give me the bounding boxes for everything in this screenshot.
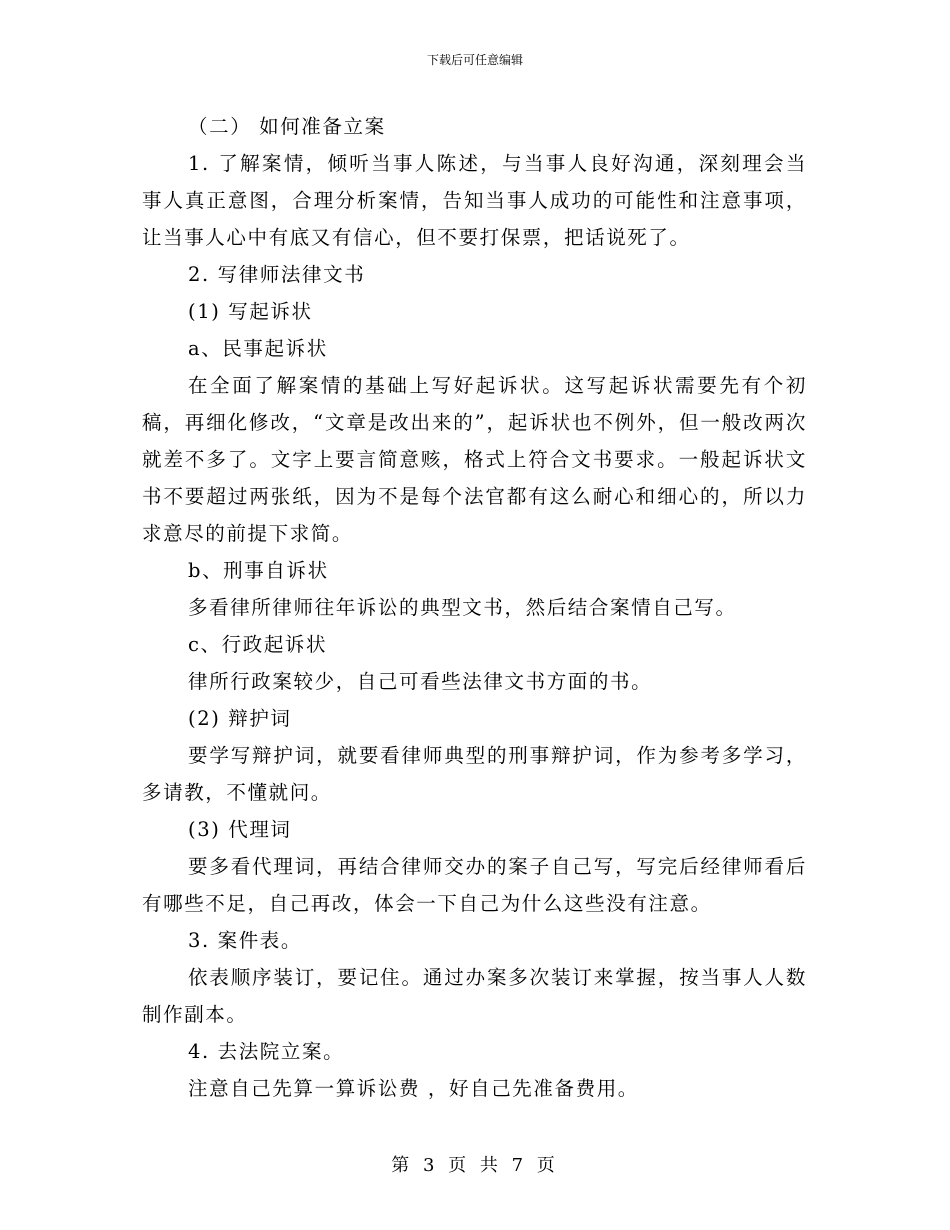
section-heading-prepare-filing: （二） 如何准备立案 (188, 115, 386, 138)
page-header: 下载后可任意编辑 (426, 53, 523, 67)
subitem-defense-statement: (2) 辩护词 (188, 707, 292, 730)
paragraph-agency-statement: 要多看代理词，再结合律师交办的案子自己写，写完后经律师看后有哪些不足，自己再改，体会一下自己为什么这些没有注意。 (142, 855, 807, 915)
paragraph-civil-complaint: 在全面了解案情的基础上写好起诉状。这写起诉状需要先有个初稿，再细化修改，“文章是改出来的”，起诉状也不例外，但一般改两次就差不多了。文字上要言简意赅，格式上符合文书要求。一般起诉状文书不要超过两张纸，因为不是每个法官都有这么耐心和细心的，所以力求意尽的前提下求简。 (142, 374, 807, 545)
paragraph-case-form: 依表顺序装订，要记住。通过办案多次装订来掌握，按当事人人数制作副本。 (142, 966, 807, 1026)
document-body (142, 108, 807, 1107)
page-footer: 第 3 页 共 7 页 (391, 1155, 559, 1176)
item-court-filing: 4. 去法院立案。 (188, 1040, 345, 1063)
paragraph-understand-case: 1. 了解案情，倾听当事人陈述，与当事人良好沟通，深刻理会当事人真正意图，合理分析案情，告知当事人成功的可能性和注意事项，让当事人心中有底又有信心，但不要打保票，把话说死了。 (142, 152, 807, 249)
subitem-agency-statement: (3) 代理词 (188, 818, 292, 841)
paragraph-defense-statement: 要学写辩护词，就要看律师典型的刑事辩护词，作为参考多学习，多请教，不懂就问。 (142, 744, 807, 804)
subitem-criminal-private-prosecution: b、刑事自诉状 (188, 559, 329, 582)
item-case-form: 3. 案件表。 (188, 929, 303, 952)
subitem-civil-complaint: a、民事起诉状 (188, 337, 328, 360)
subitem-administrative-complaint: c、行政起诉状 (188, 633, 328, 656)
paragraph-criminal-private-prosecution: 多看律所律师往年诉讼的典型文书，然后结合案情自己写。 (188, 596, 737, 619)
paragraph-court-filing: 注意自己先算一算诉讼费 ，好自己先准备费用。 (188, 1077, 639, 1100)
subitem-complaint: (1) 写起诉状 (188, 300, 313, 323)
item-write-legal-documents: 2. 写律师法律文书 (188, 263, 366, 286)
paragraph-administrative-complaint: 律所行政案较少，自己可看些法律文书方面的书。 (188, 670, 653, 693)
